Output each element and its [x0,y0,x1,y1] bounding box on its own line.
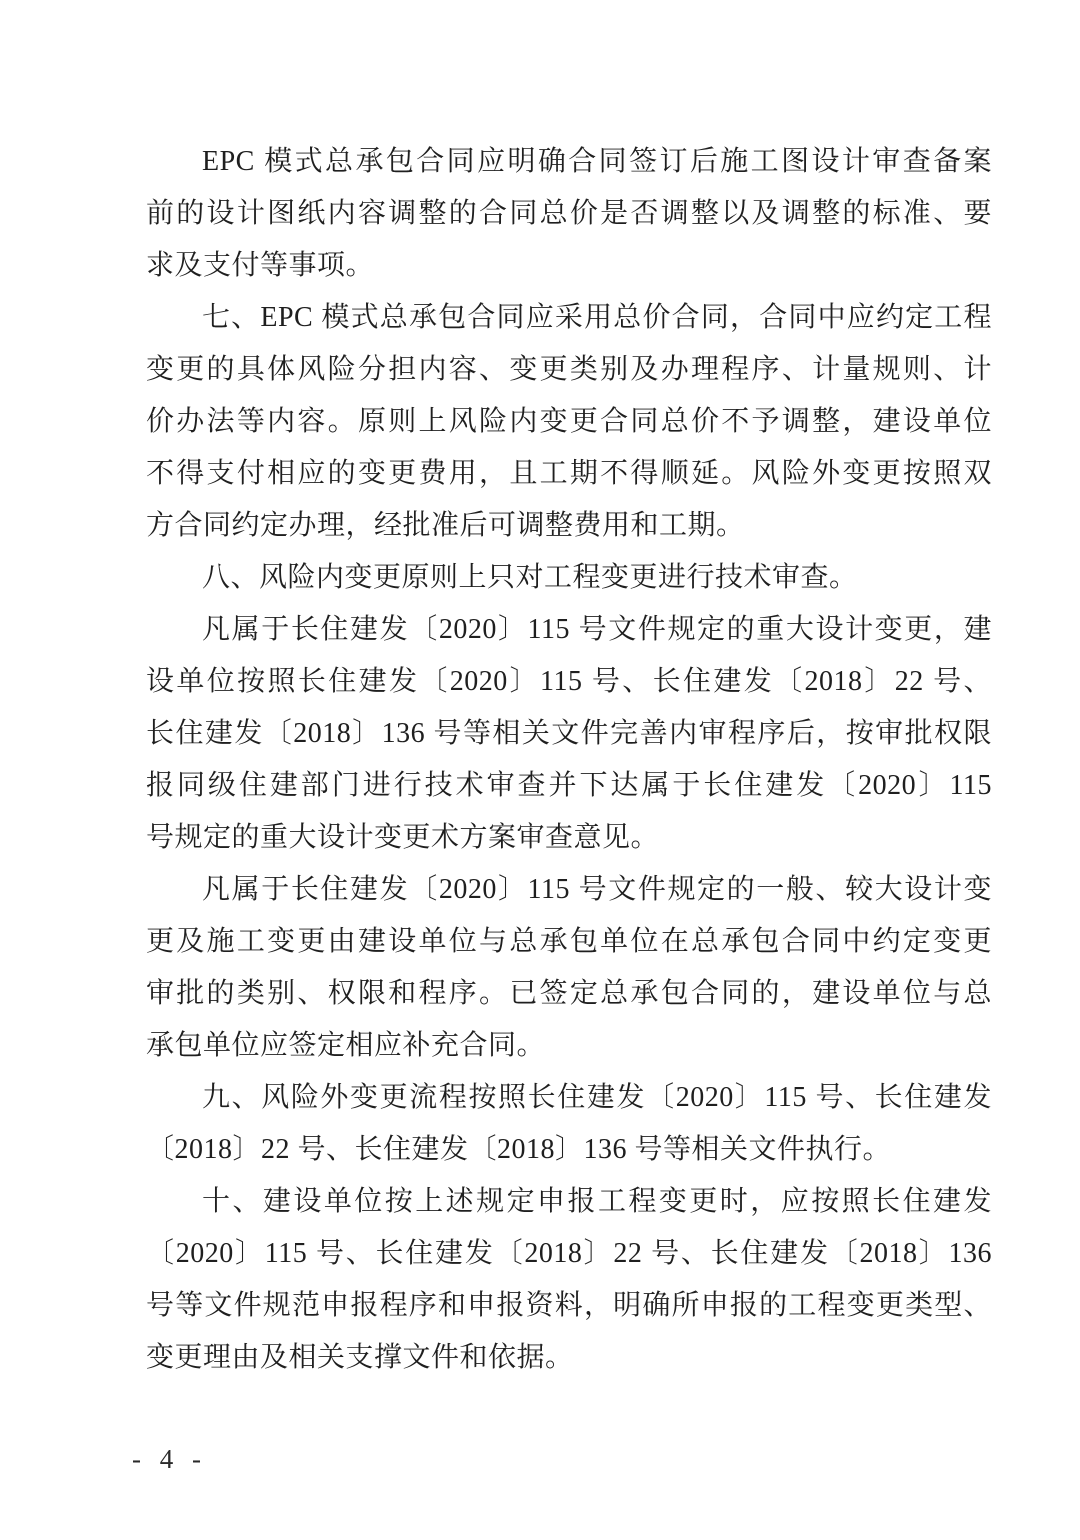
text-line: 凡属于长住建发〔2020〕115 号文件规定的重大设计变更，建 [202,614,992,645]
text-line: 号等文件规范申报程序和申报资料，明确所申报的工程变更类型、 [146,1290,992,1321]
text-line: 〔2018〕22 号、长住建发〔2018〕136 号等相关文件执行。 [146,1134,892,1165]
page-number: - 4 - [132,1444,207,1474]
text-line: 更及施工变更由建设单位与总承包单位在总承包合同中约定变更 [146,926,992,957]
text-line: 设单位按照长住建发〔2020〕115 号、长住建发〔2018〕22 号、 [146,666,992,697]
text-line: 八、风险内变更原则上只对工程变更进行技术审查。 [202,562,858,593]
text-line: 凡属于长住建发〔2020〕115 号文件规定的一般、较大设计变 [202,874,992,905]
paragraph [146,292,992,552]
paragraph [146,136,992,292]
text-line: 变更的具体风险分担内容、变更类别及办理程序、计量规则、计 [146,354,992,385]
text-line: 〔2020〕115 号、长住建发〔2018〕22 号、长住建发〔2018〕136 [146,1238,992,1269]
text-line: 号规定的重大设计变更术方案审查意见。 [146,822,660,853]
text-line: 承包单位应签定相应补充合同。 [146,1030,546,1061]
paragraph [146,604,992,864]
text-line: 不得支付相应的变更费用，且工期不得顺延。风险外变更按照双 [146,458,992,489]
paragraph [146,1176,992,1384]
text-line: 长住建发〔2018〕136 号等相关文件完善内审程序后，按审批权限 [146,718,992,749]
text-line: 九、风险外变更流程按照长住建发〔2020〕115 号、长住建发 [202,1082,992,1113]
text-line: 前的设计图纸内容调整的合同总价是否调整以及调整的标准、要 [146,198,992,229]
text-line: EPC 模式总承包合同应明确合同签订后施工图设计审查备案 [202,146,992,177]
text-line: 七、EPC 模式总承包合同应采用总价合同，合同中应约定工程 [202,302,992,333]
text-line: 报同级住建部门进行技术审查并下达属于长住建发〔2020〕115 [146,770,992,801]
text-line: 求及支付等事项。 [146,250,375,281]
text-line: 价办法等内容。原则上风险内变更合同总价不予调整，建设单位 [146,406,992,437]
text-line: 十、建设单位按上述规定申报工程变更时，应按照长住建发 [202,1186,992,1217]
text-line: 审批的类别、权限和程序。已签定总承包合同的，建设单位与总 [146,978,992,1009]
paragraph [146,864,992,1072]
paragraph [146,1072,992,1176]
document-body [146,136,992,1384]
paragraph [146,552,992,604]
text-line: 方合同约定办理，经批准后可调整费用和工期。 [146,510,745,541]
text-line: 变更理由及相关支撑文件和依据。 [146,1342,574,1373]
